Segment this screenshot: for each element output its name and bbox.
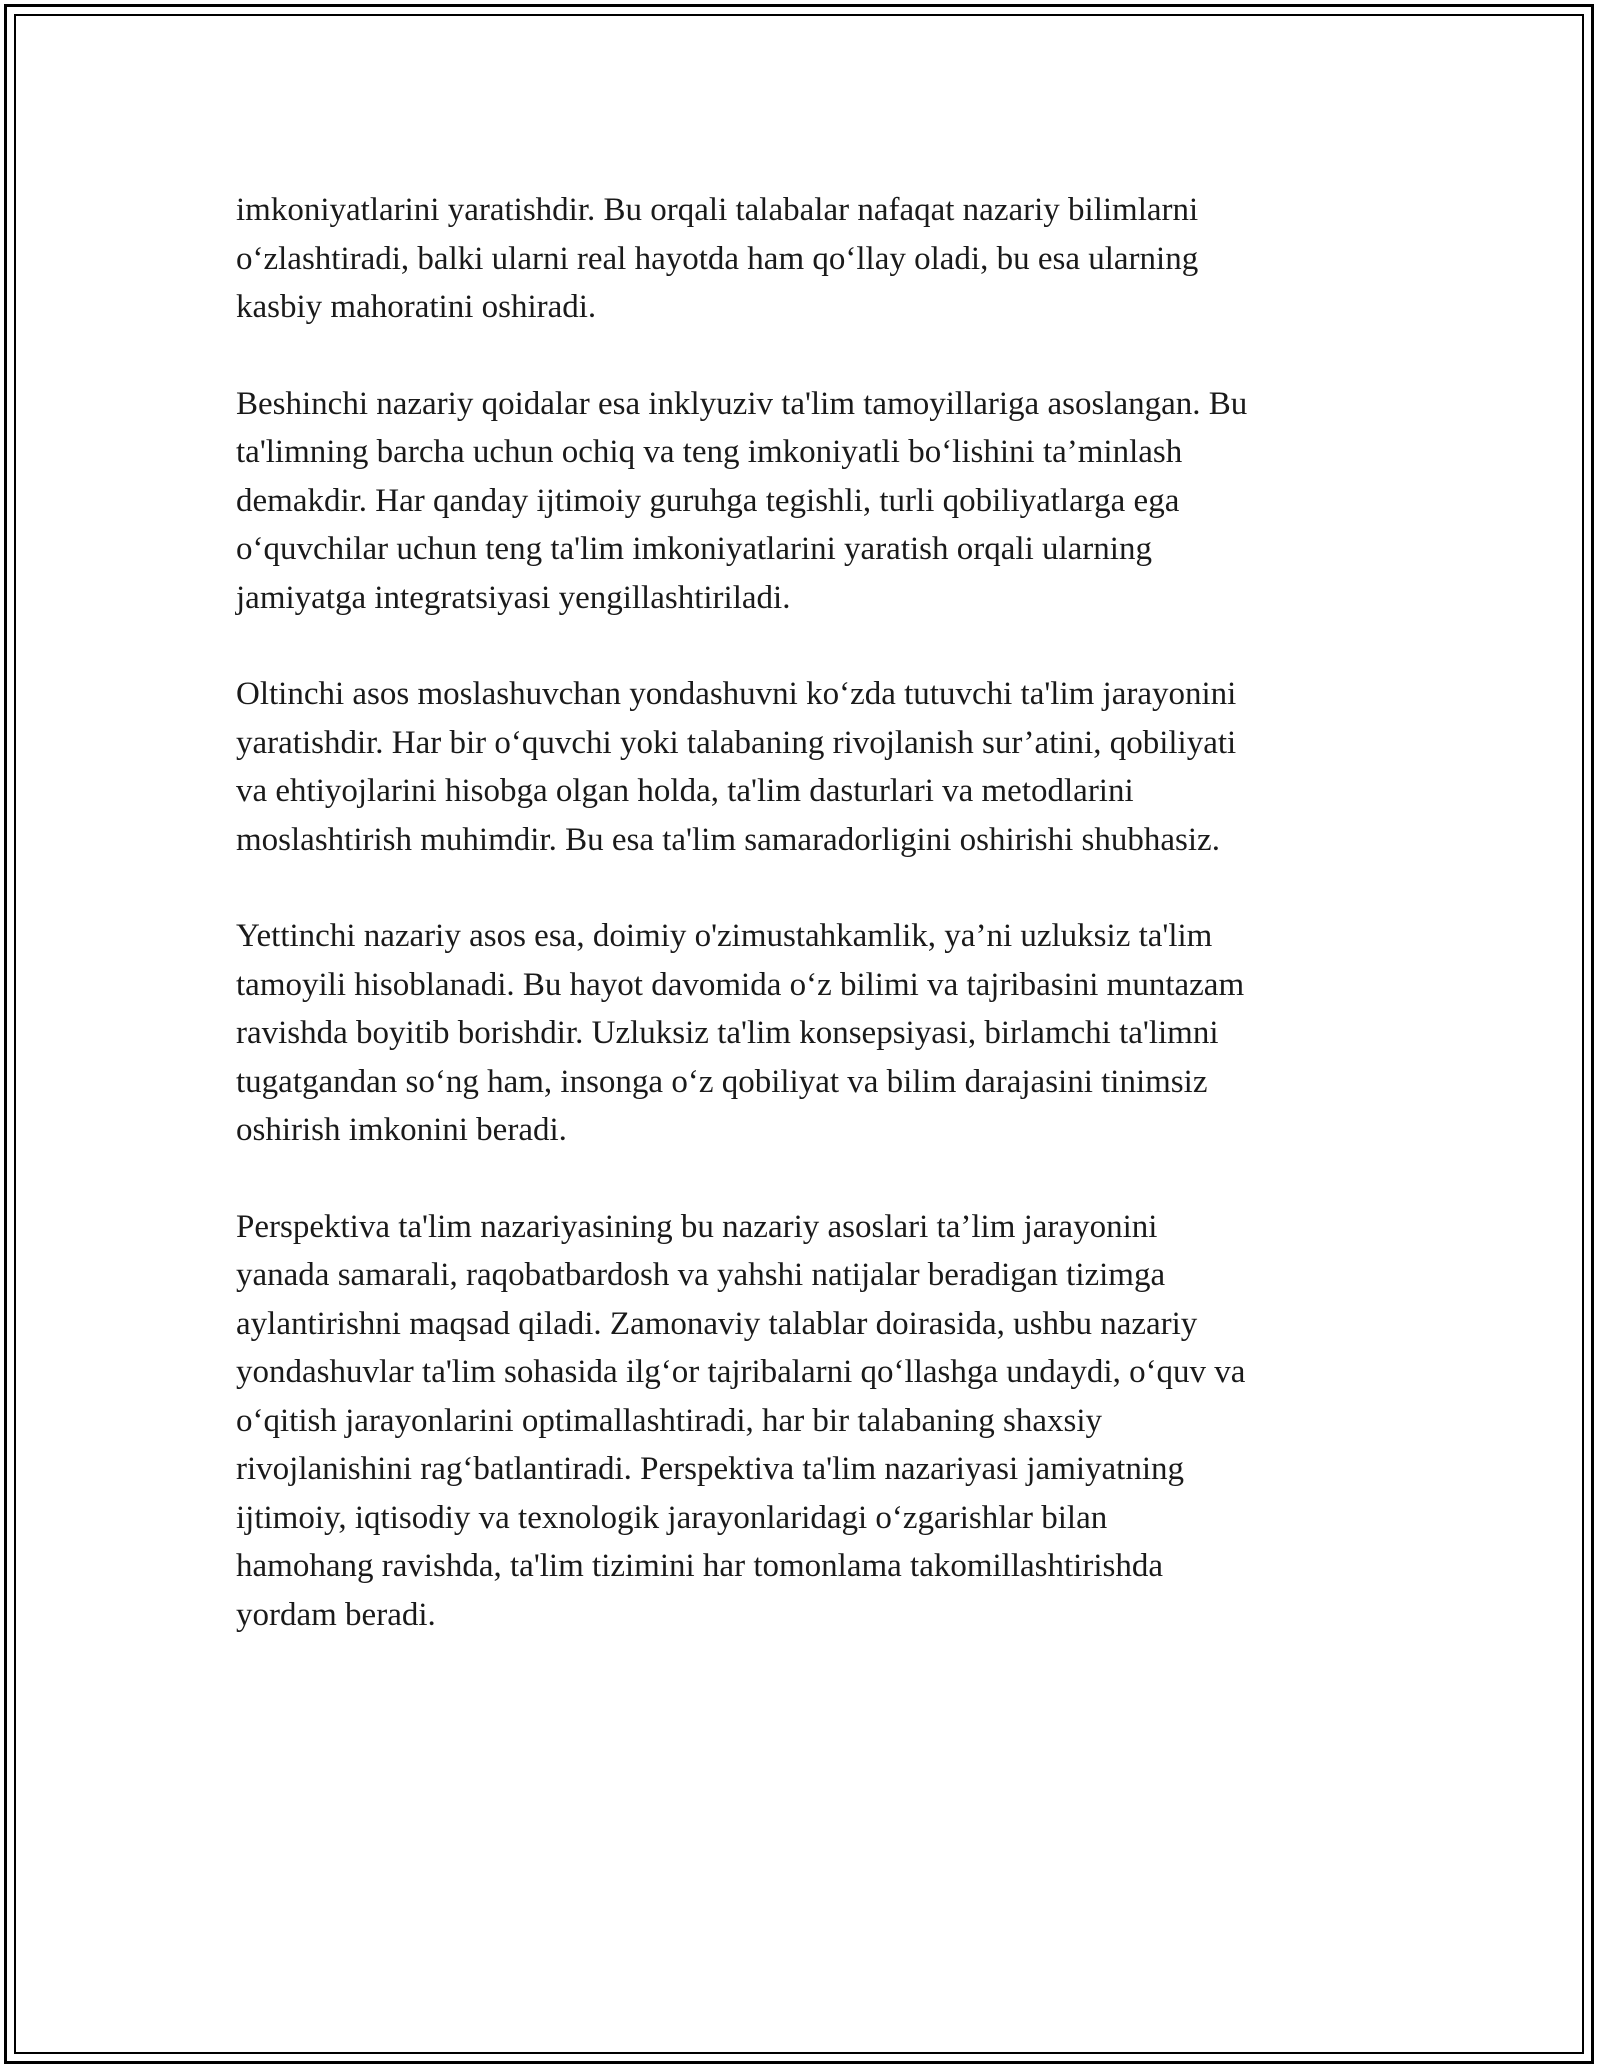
text-line: va ehtiyojlarini hisobga olgan holda, ta'lim dasturlari va metodlarini <box>236 773 1134 809</box>
text-line: Yettinchi nazariy asos esa, doimiy o'zimustahkamlik, ya’ni uzluksiz ta'lim <box>236 918 1213 954</box>
text-line: oshirish imkonini beradi. <box>236 1112 567 1148</box>
text-line: yordam beradi. <box>236 1596 436 1633</box>
paragraph-1 <box>236 186 1366 332</box>
text-line: hamohang ravishda, ta'lim tizimini har tomonlama takomillashtirishda <box>236 1548 1163 1584</box>
text-line: o‘qitish jarayonlarini optimallashtiradi, har bir talabaning shaxsiy <box>236 1402 1103 1439</box>
text-line: Beshinchi nazariy qoidalar esa inklyuziv ta'lim tamoyillariga asoslangan. Bu <box>236 385 1248 422</box>
text-line: jamiyatga integratsiyasi yengillashtiriladi. <box>236 579 791 616</box>
text-line: demakdir. Har qanday ijtimoiy guruhga tegishli, turli qobiliyatlarga ega <box>236 482 1180 519</box>
text-line: aylantirishni maqsad qiladi. Zamonaviy talablar doirasida, ushbu nazariy <box>236 1305 1198 1342</box>
text-line: o‘quvchilar uchun teng ta'lim imkoniyatlarini yaratish orqali ularning <box>236 531 1152 567</box>
paragraph-3 <box>236 670 1366 864</box>
paragraph-4 <box>236 912 1366 1155</box>
text-line: Oltinchi asos moslashuvchan yondashuvni ko‘zda tutuvchi ta'lim jarayonini <box>236 676 1237 712</box>
text-line: ta'limning barcha uchun ochiq va teng imkoniyatli bo‘lishini ta’minlash <box>236 434 1183 470</box>
text-line: ravishda boyitib borishdir. Uzluksiz ta'lim konsepsiyasi, birlamchi ta'limni <box>236 1015 1219 1051</box>
paragraph-5 <box>236 1203 1366 1640</box>
text-line: ijtimoiy, iqtisodiy va texnologik jarayonlaridagi o‘zgarishlar bilan <box>236 1499 1108 1536</box>
paragraph-2 <box>236 380 1366 623</box>
text-line: rivojlanishini rag‘batlantiradi. Perspektiva ta'lim nazariyasi jamiyatning <box>236 1451 1185 1487</box>
text-line: kasbiy mahoratini oshiradi. <box>236 289 597 325</box>
text-line: yanada samarali, raqobatbardosh va yahshi natijalar beradigan tizimga <box>236 1257 1166 1293</box>
text-line: tugatgandan so‘ng ham, insonga o‘z qobiliyat va bilim darajasini tinimsiz <box>236 1063 1208 1100</box>
text-line: imkoniyatlarini yaratishdir. Bu orqali talabalar nafaqat nazariy bilimlarni <box>236 192 1199 228</box>
text-line: yaratishdir. Har bir o‘quvchi yoki talabaning rivojlanish sur’atini, qobiliyati <box>236 724 1237 761</box>
text-line: moslashtirish muhimdir. Bu esa ta'lim samaradorligini oshirishi shubhasiz. <box>236 821 1220 858</box>
document-body <box>236 186 1366 1687</box>
text-line: tamoyili hisoblanadi. Bu hayot davomida o‘z bilimi va tajribasini muntazam <box>236 966 1245 1003</box>
text-line: o‘zlashtiradi, balki ularni real hayotda ham qo‘llay oladi, bu esa ularning <box>236 240 1199 277</box>
text-line: yondashuvlar ta'lim sohasida ilg‘or tajribalarni qo‘llashga undaydi, o‘quv va <box>236 1354 1246 1390</box>
text-line: Perspektiva ta'lim nazariyasining bu nazariy asoslari ta’lim jarayonini <box>236 1208 1158 1245</box>
